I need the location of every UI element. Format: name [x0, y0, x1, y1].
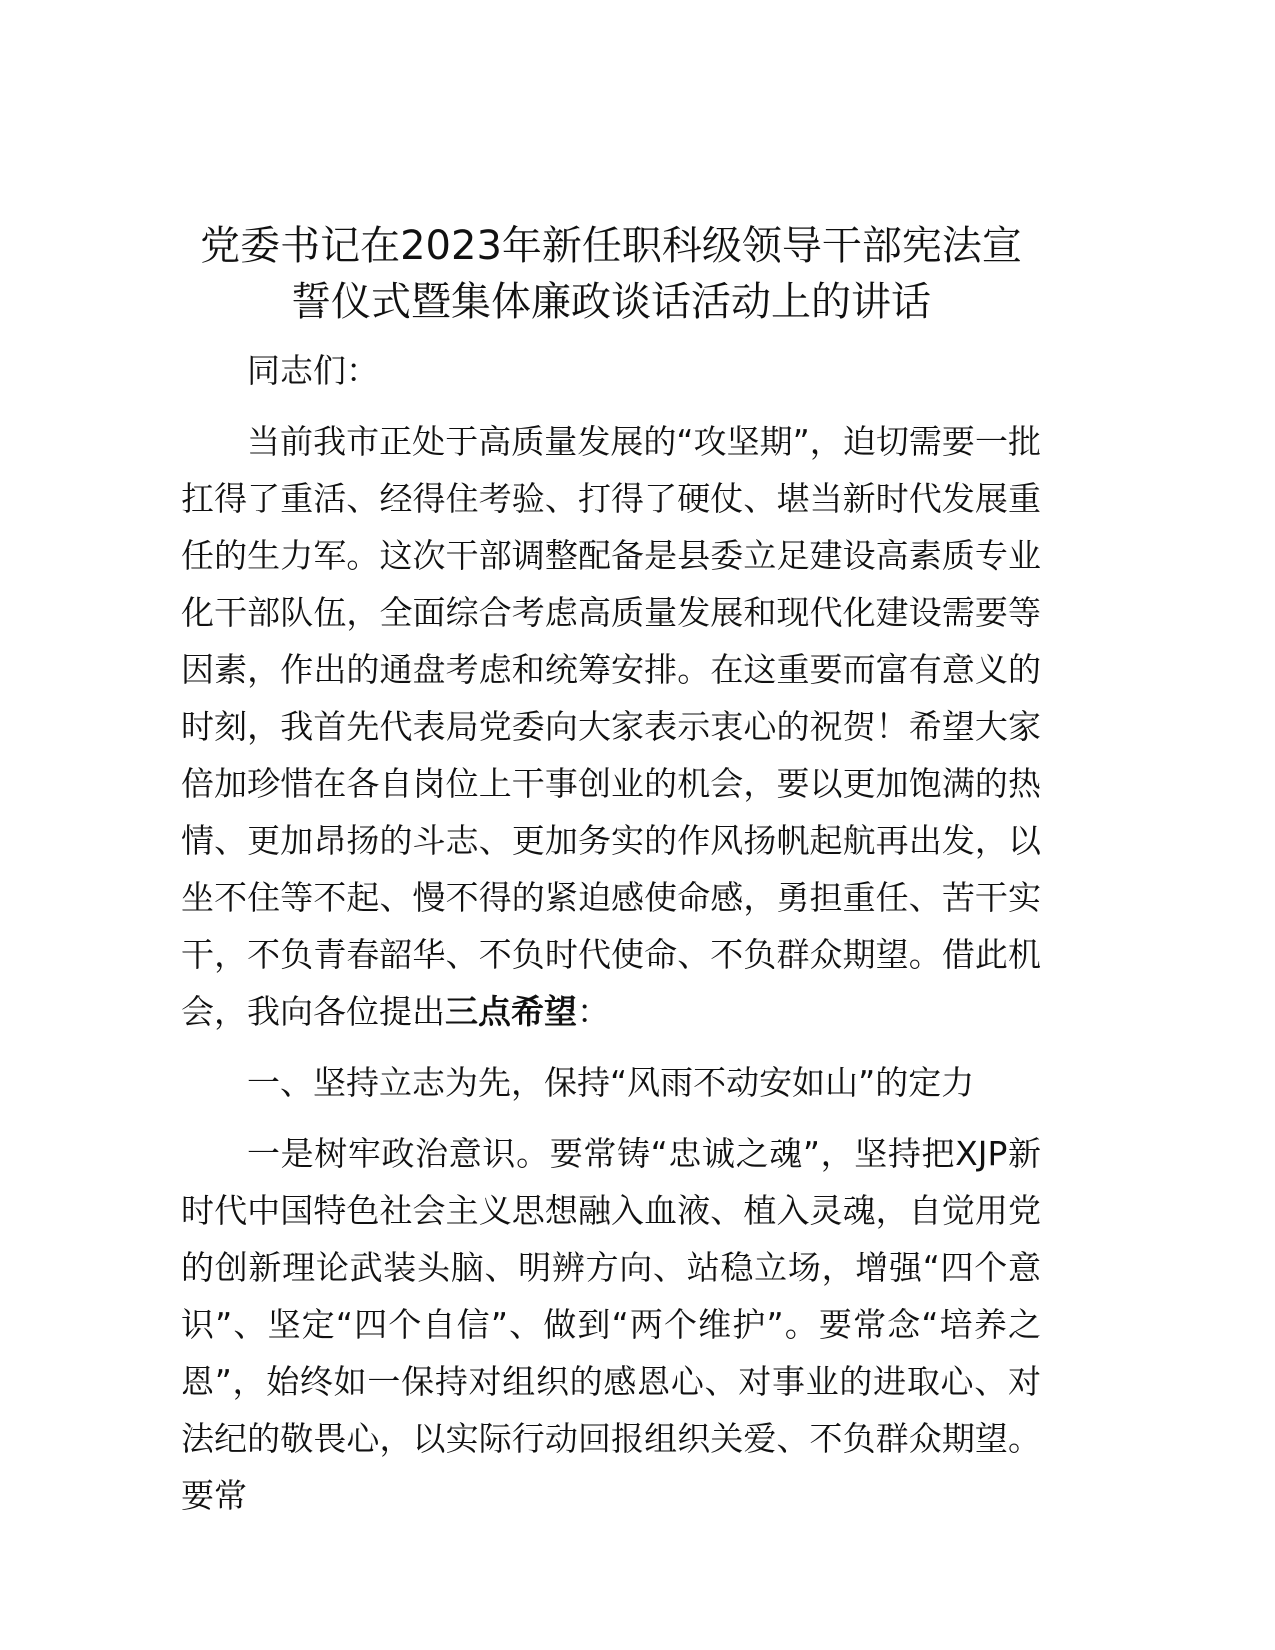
salutation: 同志们： — [247, 351, 379, 390]
paragraph-intro-text: 当前我市正处于高质量发展的“攻坚期”，迫切需要一批扛得了重活、经得住考验、打得了硬仗、堪当新时代发展重任的生力军。这次干部调整配备是县委立足建设高素质专业化干部队伍，全面综合考虑高质量发展和现代化建设需要等因素，作出的通盘考虑和统筹安排。在这重要而富有意义的时刻，我首先代表局党委向大家表示衷心的祝贺！希望大家倍加珍惜在各自岗位上干事创业的机会，要以更加饱满的热情、更加昂扬的斗志、更加务实的作风扬帆起航再出发，以坐不住等不起、慢不得的紧迫感使命感，勇担重任、苦干实干，不负青春韶华、不负时代使命、不负群众期望。借此机会，我向各位提出 — [181, 422, 1041, 1031]
paragraph-political-awareness: 一是树牢政治意识。要常铸“忠诚之魂”，坚持把XJP新时代中国特色社会主义思想融入血液、植入灵魂，自觉用党的创新理论武装头脑、明辨方向、站稳立场，增强“四个意识”、坚定“四个自信”、做到“两个维护”。要常念“培养之恩”，始终如一保持对组织的感恩心、对事业的进取心、对法纪的敬畏心，以实际行动回报组织关爱、不负群众期望。要常 — [181, 1134, 1041, 1515]
document-body — [181, 218, 1041, 1524]
title-line-2: 誓仪式暨集体廉政谈话活动上的讲话 — [291, 279, 931, 325]
section-heading-1: 一、坚持立志为先，保持“风雨不动安如山”的定力 — [247, 1063, 975, 1102]
document-title — [181, 218, 1041, 330]
title-line-1: 党委书记在2023年新任职科级领导干部宪法宣 — [200, 223, 1022, 269]
three-hopes-emphasis: 三点希望 — [445, 992, 577, 1031]
paragraph-intro-tail: ： — [577, 992, 610, 1031]
paragraph-intro — [181, 413, 1041, 1040]
